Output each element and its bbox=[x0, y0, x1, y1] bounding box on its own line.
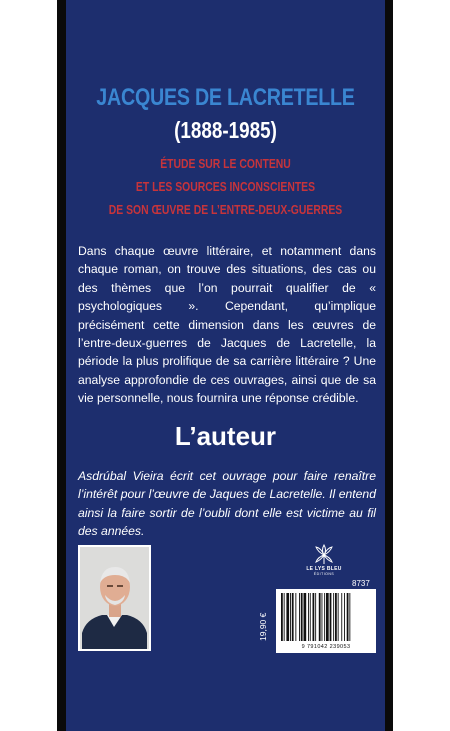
author-photo bbox=[78, 545, 151, 651]
cover-edge-left bbox=[57, 0, 66, 731]
publisher-sub: ÉDITIONS bbox=[313, 572, 335, 576]
book-summary: Dans chaque œuvre littéraire, et notamment dans chaque roman, on trouve des situations, des cas ou des thèmes que l’on pourrait qualifier de « psychologiques ». Cependant, qu’implique précisément cette dimension dans les œuvres de l’entre-deux-guerres de Jacques de Lacretelle, la période la plus prolifique de sa carrière littéraire ? Une analyse approfondie de ces ouvrages, ainsi que de sa vie personnelle, nous fournira une réponse crédible. bbox=[78, 244, 376, 406]
lily-flower-icon bbox=[314, 543, 334, 565]
reference-code: 8737 bbox=[352, 579, 370, 588]
cover-edge-right bbox=[385, 0, 393, 731]
author-heading: L’auteur bbox=[174, 421, 277, 451]
publisher-name: LE LYS BLEU bbox=[306, 566, 342, 572]
price-value: 19,90 € bbox=[258, 612, 268, 641]
subtitle-line-1: ÉTUDE SUR LE CONTENU bbox=[160, 156, 291, 171]
isbn-number: 9 791042 239053 bbox=[301, 644, 351, 650]
author-dates: (1888-1985) bbox=[174, 117, 277, 143]
author-bio: Asdrúbal Vieira écrit cet ouvrage pour faire renaître l’intérêt pour l’œuvre de Jaques de Lacretelle. Il entend ainsi la faire sortir de l’oubli dont elle est victime au fil des années. bbox=[78, 469, 376, 539]
subtitle-line-3: DE SON ŒUVRE DE L’ENTRE-DEUX-GUERRES bbox=[108, 202, 343, 217]
subtitle-line-2: ET LES SOURCES INCONSCIENTES bbox=[135, 179, 316, 194]
book-title: JACQUES DE LACRETELLE bbox=[96, 84, 355, 111]
isbn-barcode bbox=[276, 589, 376, 653]
